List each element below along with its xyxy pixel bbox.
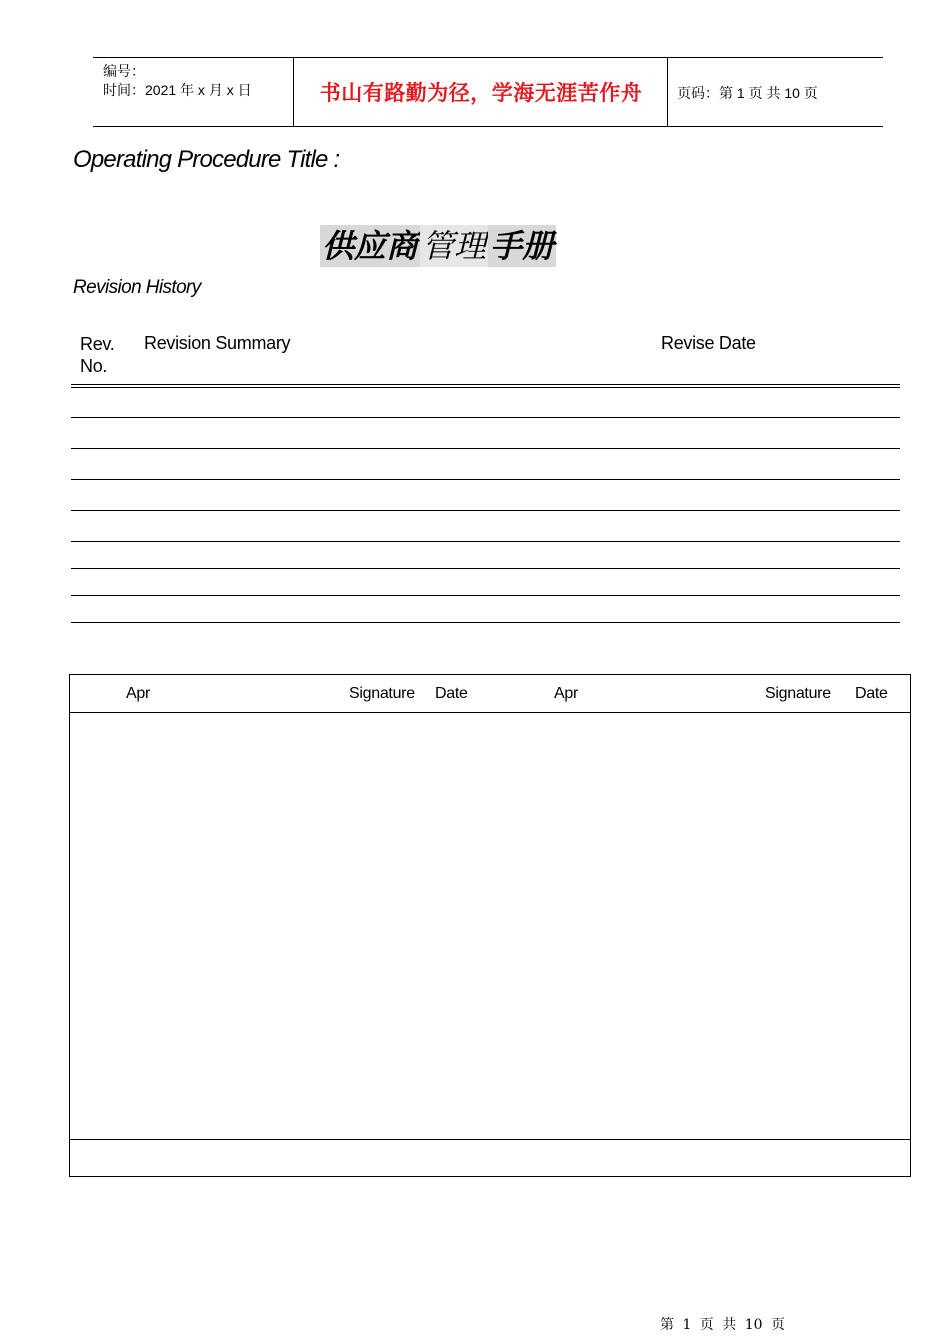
header-motto: 书山有路勤为径，学海无涯苦作舟 [319, 80, 643, 105]
table-row [71, 595, 900, 596]
approval-header-separator [70, 712, 910, 713]
approval-col-apr-right: Apr [554, 685, 578, 702]
table-row [71, 510, 900, 511]
table-row [71, 568, 900, 569]
document-time-label: 时间：2021 年 x 月 x 日 [103, 82, 252, 98]
col-revise-date: Revise Date [661, 333, 756, 353]
approval-col-signature-right: Signature [765, 685, 831, 702]
title-part-1: 供应商 [322, 227, 419, 265]
approval-col-apr-left: Apr [126, 685, 150, 702]
table-rule [71, 384, 900, 385]
table-row [71, 479, 900, 480]
procedure-title-label: Operating Procedure Title : [73, 146, 340, 173]
header-meta [103, 62, 252, 100]
header-divider [667, 58, 668, 126]
table-row [71, 622, 900, 623]
table-row [71, 448, 900, 449]
revision-history-heading: Revision History [73, 277, 201, 298]
page-header [93, 57, 883, 127]
page-footer: 第 1 页 共 10 页 [660, 1317, 785, 1333]
table-row [71, 417, 900, 418]
col-rev-no [80, 333, 114, 377]
approval-col-date-right: Date [855, 685, 888, 702]
col-rev-no-line2: No. [80, 356, 108, 376]
approval-table [69, 674, 911, 1177]
table-row [71, 541, 900, 542]
approval-col-signature-left: Signature [349, 685, 415, 702]
title-part-2: 管理 [422, 227, 487, 265]
header-page-info: 页码：第 1 页 共 10 页 [677, 85, 818, 101]
document-number-label: 编号： [103, 63, 145, 79]
col-revision-summary: Revision Summary [144, 333, 291, 353]
approval-col-date-left: Date [435, 685, 468, 702]
col-rev-no-line1: Rev. [80, 334, 115, 354]
document-title [320, 225, 556, 267]
approval-footer-separator [70, 1139, 910, 1140]
table-rule [71, 387, 900, 388]
title-part-3: 手册 [490, 227, 555, 265]
